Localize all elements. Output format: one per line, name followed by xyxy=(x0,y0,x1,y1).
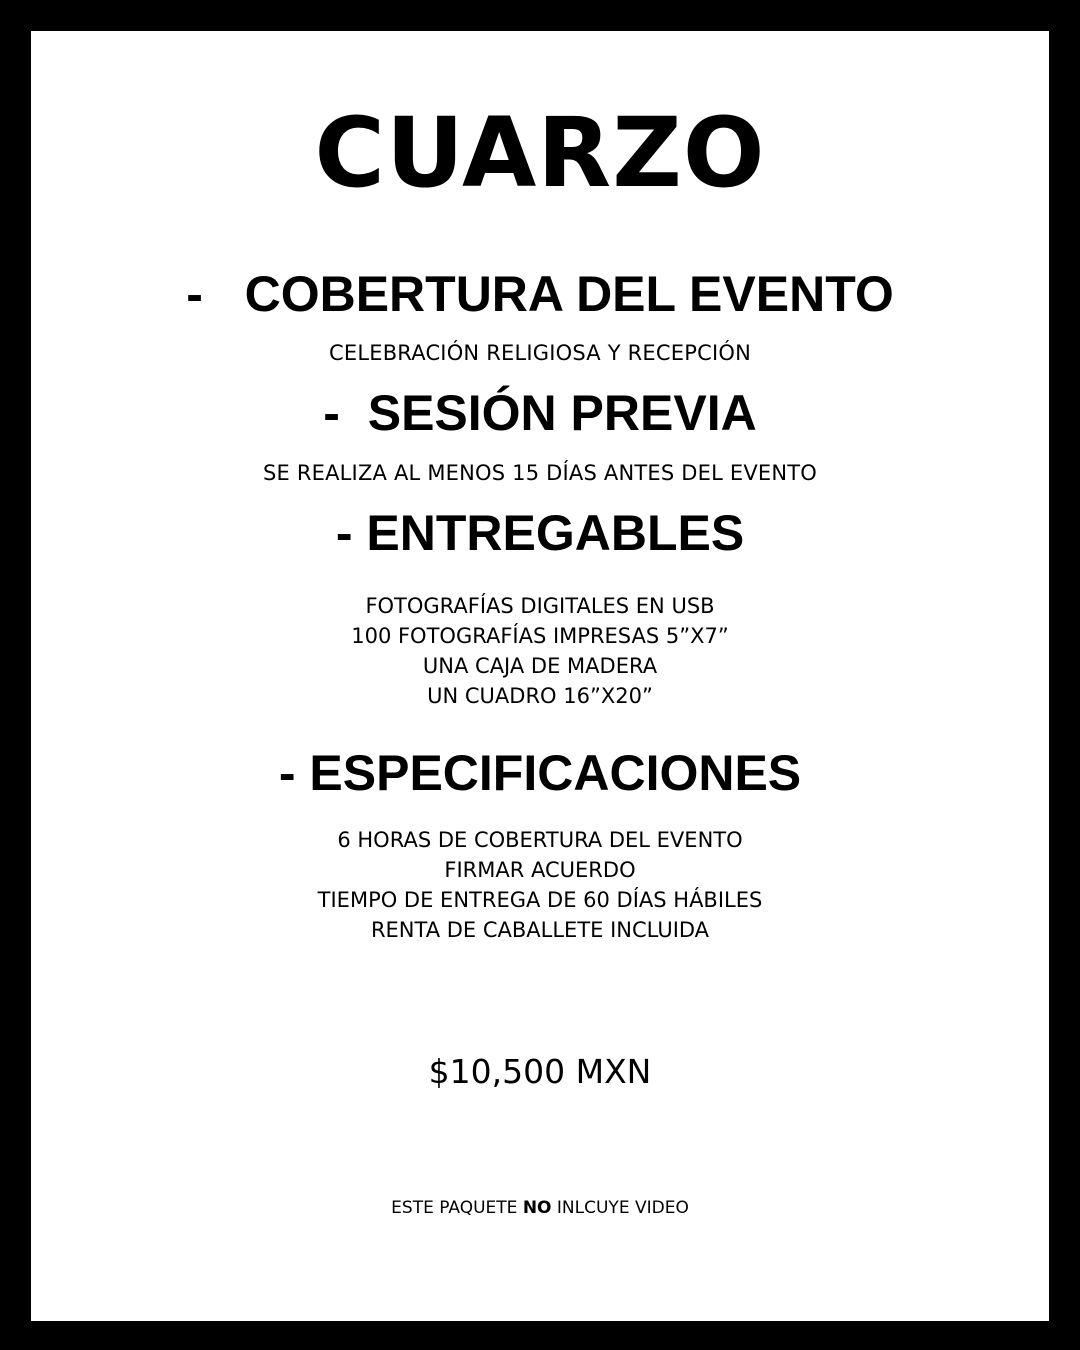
section-heading-cobertura xyxy=(31,264,1049,324)
heading-dash: - xyxy=(335,505,353,561)
section-detail-sesion-previa: SE REALIZA AL MENOS 15 DÍAS ANTES DEL EVENTO xyxy=(262,461,818,485)
package-title: CUARZO xyxy=(314,97,766,209)
heading-dash: - xyxy=(323,385,340,441)
section-detail-cobertura: CELEBRACIÓN RELIGIOSA Y RECEPCIÓN xyxy=(329,341,751,365)
package-note xyxy=(31,1196,1049,1220)
heading-text: COBERTURA DEL EVENTO xyxy=(244,266,894,322)
package-sheet xyxy=(31,31,1049,1321)
heading-dash: - xyxy=(278,745,296,801)
list-item: FOTOGRAFÍAS DIGITALES EN USB xyxy=(365,594,715,618)
section-heading-entregables xyxy=(31,503,1049,563)
list-item: FIRMAR ACUERDO xyxy=(444,858,636,882)
heading-dash: - xyxy=(186,266,203,322)
list-item: RENTA DE CABALLETE INCLUIDA xyxy=(370,918,710,942)
heading-text: ESPECIFICACIONES xyxy=(309,745,802,801)
list-item: UN CUADRO 16”X20” xyxy=(427,684,653,708)
note-emphasis: NO xyxy=(522,1198,552,1218)
list-item: 6 HORAS DE COBERTURA DEL EVENTO xyxy=(337,828,743,852)
section-heading-sesion-previa xyxy=(31,383,1049,443)
note-text-after: INLCUYE VIDEO xyxy=(551,1198,689,1218)
entregables-list xyxy=(31,591,1049,711)
especificaciones-list xyxy=(31,825,1049,945)
list-item: TIEMPO DE ENTREGA DE 60 DÍAS HÁBILES xyxy=(317,888,763,912)
list-item: UNA CAJA DE MADERA xyxy=(422,654,658,678)
package-price: $10,500 MXN xyxy=(428,1052,652,1091)
note-text-before: ESTE PAQUETE xyxy=(391,1198,523,1218)
list-item: 100 FOTOGRAFÍAS IMPRESAS 5”X7” xyxy=(351,624,729,648)
heading-text: ENTREGABLES xyxy=(366,505,745,561)
section-heading-especificaciones xyxy=(31,743,1049,803)
heading-text: SESIÓN PREVIA xyxy=(367,385,757,441)
